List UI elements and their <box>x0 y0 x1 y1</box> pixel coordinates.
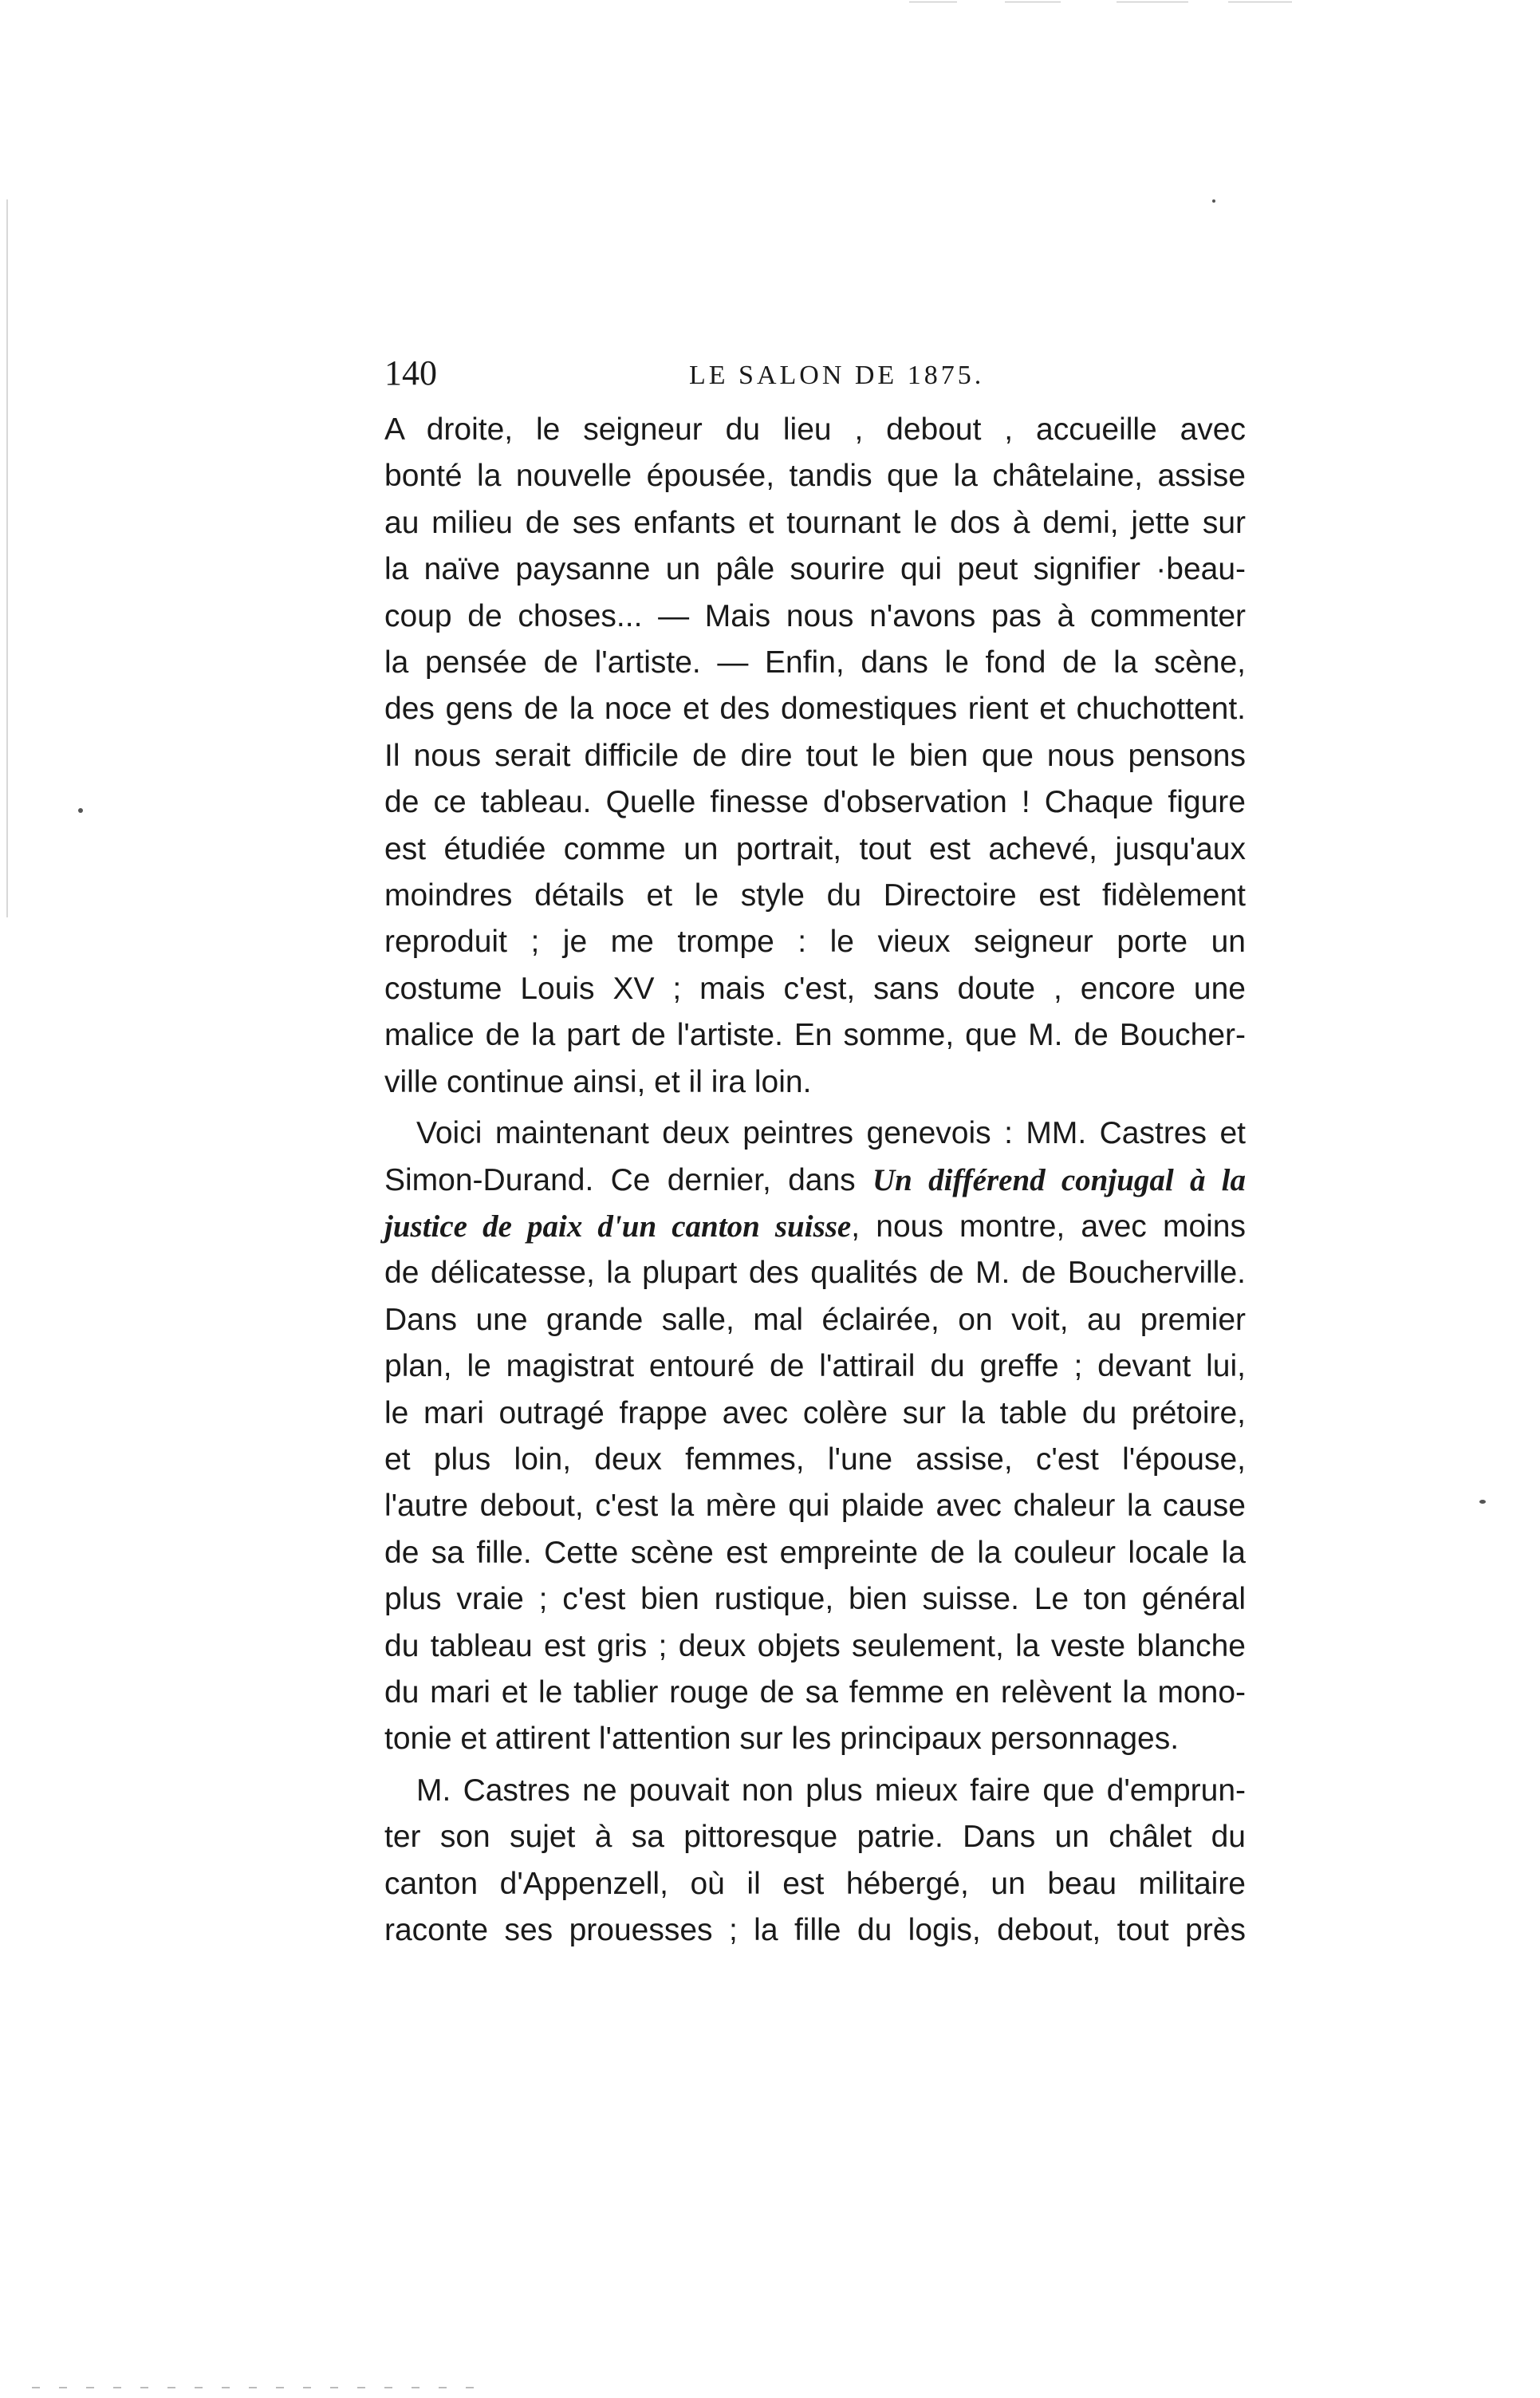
text-line: est étudiée comme un portrait, tout est achevé, jusqu'aux <box>384 831 1246 866</box>
text-line: M. Castres ne pouvait non plus mieux faire que d'emprun- <box>416 1773 1246 1808</box>
text-line: des gens de la noce et des domestiques rient et chuchottent. <box>384 692 1246 727</box>
text-line: ville continue ainsi, et il ira loin. <box>384 1064 812 1099</box>
text-line: ter son sujet à sa pittoresque patrie. Dans un châlet du <box>384 1820 1246 1855</box>
page-header <box>384 351 1246 399</box>
text-line <box>384 1158 1246 1204</box>
text-line: l'autre debout, c'est la mère qui plaide avec chaleur la cause <box>384 1489 1246 1524</box>
running-head: LE SALON DE 1875. <box>689 361 985 390</box>
paragraph <box>384 407 1246 1106</box>
text-line: Dans une grande salle, mal éclairée, on voit, au premier <box>384 1302 1246 1337</box>
painting-title: Un différend conjugal à la <box>872 1162 1246 1197</box>
text-line: coup de choses... — Mais nous n'avons pas à commenter <box>384 598 1246 633</box>
paragraph <box>384 1110 1246 1763</box>
text-line: moindres détails et le style du Directoire est fidèlement <box>384 878 1246 913</box>
text-run: Simon-Durand. Ce dernier, dans <box>384 1162 856 1197</box>
body-text <box>384 407 1246 1954</box>
text-line: de sa fille. Cette scène est empreinte de la couleur locale la <box>384 1535 1246 1570</box>
text-line <box>384 1204 1246 1250</box>
text-line: A droite, le seigneur du lieu , debout , accueille avec <box>384 412 1246 447</box>
text-line: du mari et le tablier rouge de sa femme en relèvent la mono- <box>384 1674 1246 1710</box>
text-line: bonté la nouvelle épousée, tandis que la châtelaine, assise <box>384 459 1246 494</box>
text-line: tonie et attirent l'attention sur les principaux personnages. <box>384 1722 1180 1757</box>
text-line: et plus loin, deux femmes, l'une assise, c'est l'épouse, <box>384 1442 1246 1477</box>
text-line: plus vraie ; c'est bien rustique, bien suisse. Le ton général <box>384 1582 1246 1617</box>
text-line: du tableau est gris ; deux objets seulement, la veste blanche <box>384 1628 1246 1663</box>
text-run: , nous montre, avec moins <box>851 1209 1246 1244</box>
text-line: reproduit ; je me trompe : le vieux seigneur porte un <box>384 925 1246 960</box>
text-line: costume Louis XV ; mais c'est, sans doute , encore une <box>384 971 1246 1006</box>
scan-bottom-marks <box>32 2387 479 2388</box>
paragraph <box>384 1768 1246 1954</box>
text-line: Voici maintenant deux peintres genevois : MM. Castres et <box>416 1116 1246 1151</box>
scan-speck <box>1212 199 1215 203</box>
text-line: la naïve paysanne un pâle sourire qui peut signifier ·beau- <box>384 552 1246 587</box>
text-line: de ce tableau. Quelle finesse d'observation ! Chaque figure <box>384 785 1246 820</box>
painting-title: justice de paix d'un canton suisse <box>384 1209 852 1244</box>
text-line: le mari outragé frappe avec colère sur la table du prétoire, <box>384 1395 1246 1430</box>
scan-speck <box>1479 1500 1486 1504</box>
text-line: au milieu de ses enfants et tournant le dos à demi, jette sur <box>384 505 1246 540</box>
page-edge-shadow <box>6 199 8 917</box>
text-line: plan, le magistrat entouré de l'attirail du greffe ; devant lui, <box>384 1349 1246 1384</box>
text-line: canton d'Appenzell, où il est hébergé, un beau militaire <box>384 1866 1246 1901</box>
text-line: malice de la part de l'artiste. En somme, que M. de Boucher- <box>384 1018 1246 1053</box>
page-number: 140 <box>384 353 437 392</box>
text-line: la pensée de l'artiste. — Enfin, dans le fond de la scène, <box>384 645 1246 680</box>
text-line: Il nous serait difficile de dire tout le bien que nous pensons <box>384 738 1246 773</box>
text-line: de délicatesse, la plupart des qualités de M. de Boucherville. <box>384 1256 1246 1291</box>
scan-speck <box>78 808 83 813</box>
text-line: raconte ses prouesses ; la fille du logis, debout, tout près <box>384 1913 1246 1947</box>
